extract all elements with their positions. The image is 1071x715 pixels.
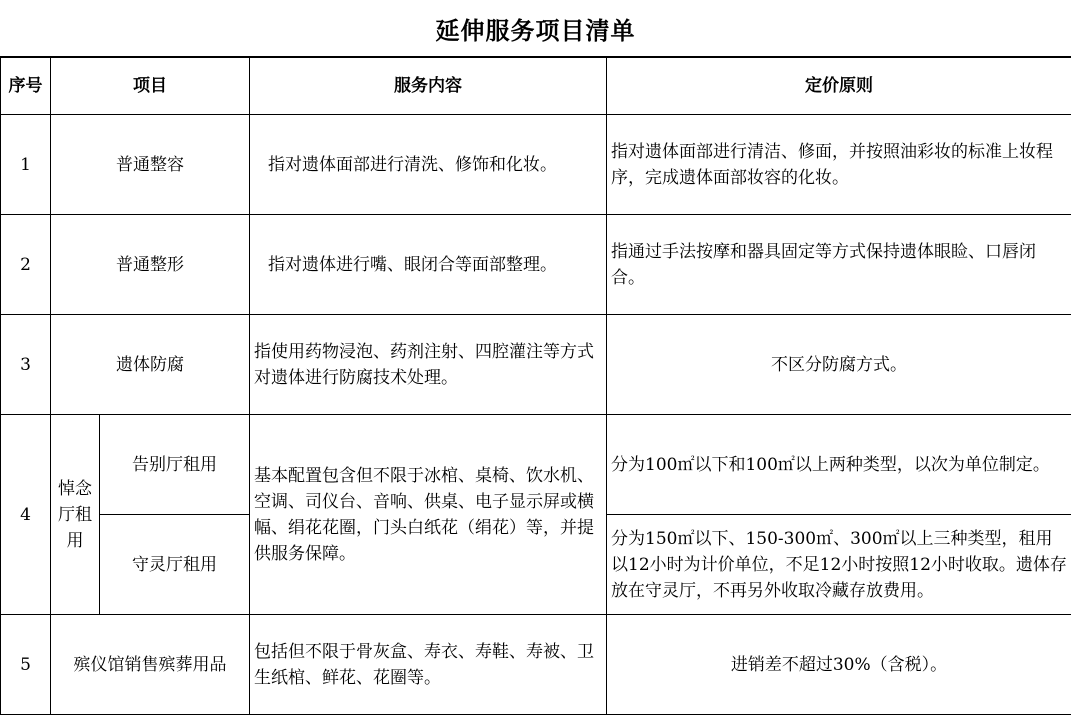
table-row <box>1 415 1071 515</box>
row-pricing-vigil: 分为150㎡以下、150-300㎡、300㎡以上三种类型，租用以12小时为计价单位，不足12小时按照12小时收取。遗体存放在守灵厅，不再另外收取冷藏存放费用。 <box>607 515 1071 615</box>
row-subitem-farewell: 告别厅租用 <box>100 415 250 515</box>
service-table <box>0 57 1071 715</box>
header-pricing: 定价原则 <box>607 58 1071 115</box>
row-item: 遗体防腐 <box>51 315 250 415</box>
row-content: 指对遗体进行嘴、眼闭合等面部整理。 <box>250 215 607 315</box>
row-group: 悼念厅租用 <box>51 415 100 615</box>
page-title: 延伸服务项目清单 <box>0 0 1071 57</box>
row-pricing: 指对遗体面部进行清洁、修面，并按照油彩妆的标准上妆程序，完成遗体面部妆容的化妆。 <box>607 115 1071 215</box>
row-no: 5 <box>1 615 51 715</box>
row-pricing: 不区分防腐方式。 <box>607 315 1071 415</box>
header-content: 服务内容 <box>250 58 607 115</box>
row-item: 普通整形 <box>51 215 250 315</box>
row-pricing: 进销差不超过30%（含税）。 <box>607 615 1071 715</box>
row-no: 1 <box>1 115 51 215</box>
table-row <box>1 215 1071 315</box>
row-item: 殡仪馆销售殡葬用品 <box>51 615 250 715</box>
row-content: 指对遗体面部进行清洗、修饰和化妆。 <box>250 115 607 215</box>
row-item: 普通整容 <box>51 115 250 215</box>
row-pricing: 指通过手法按摩和器具固定等方式保持遗体眼睑、口唇闭合。 <box>607 215 1071 315</box>
row-subitem-vigil: 守灵厅租用 <box>100 515 250 615</box>
row-pricing-farewell: 分为100㎡以下和100㎡以上两种类型，以次为单位制定。 <box>607 415 1071 515</box>
row-no: 4 <box>1 415 51 615</box>
row-content: 包括但不限于骨灰盒、寿衣、寿鞋、寿被、卫生纸棺、鲜花、花圈等。 <box>250 615 607 715</box>
header-row <box>1 58 1071 115</box>
table-row <box>1 115 1071 215</box>
row-no: 2 <box>1 215 51 315</box>
row-content: 指使用药物浸泡、药剂注射、四腔灌注等方式对遗体进行防腐技术处理。 <box>250 315 607 415</box>
row-content: 基本配置包含但不限于冰棺、桌椅、饮水机、空调、司仪台、音响、供桌、电子显示屏或横幅、绢花花圈，门头白纸花（绢花）等，并提供服务保障。 <box>250 415 607 615</box>
header-item: 项目 <box>51 58 250 115</box>
table-row <box>1 315 1071 415</box>
header-no: 序号 <box>1 58 51 115</box>
row-no: 3 <box>1 315 51 415</box>
table-row <box>1 615 1071 715</box>
